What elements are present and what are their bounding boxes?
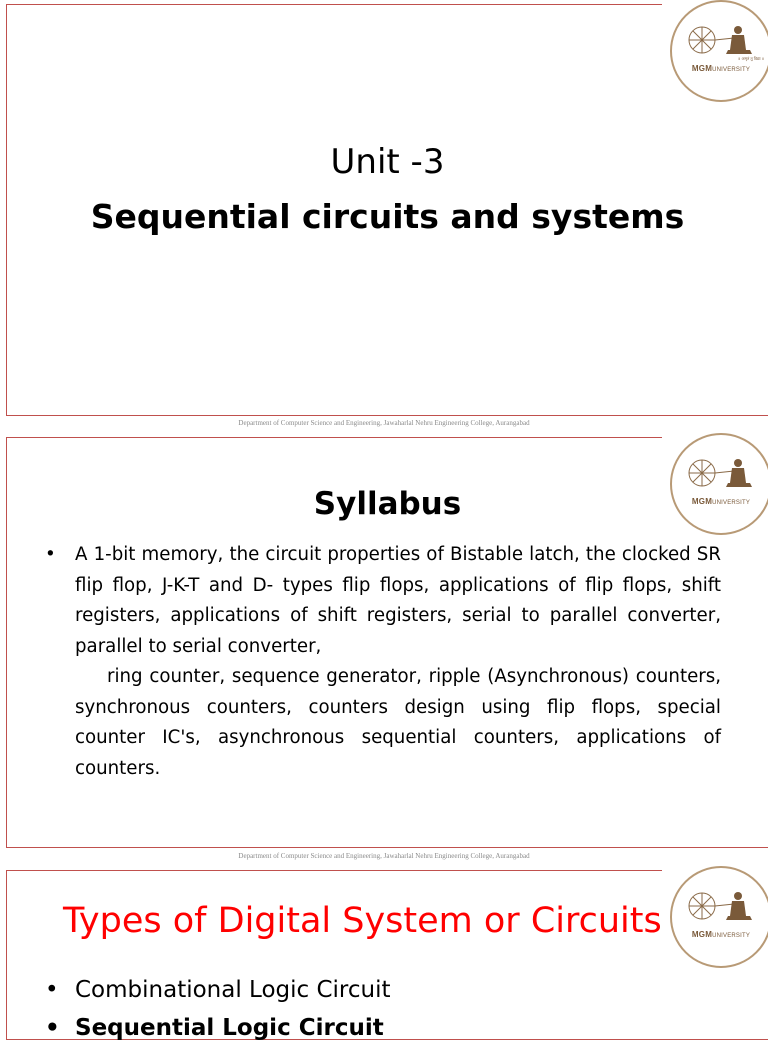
bullet-point: •: [45, 977, 59, 1003]
slide-title: [6, 4, 768, 416]
slide-types: [6, 870, 768, 1040]
syllabus-title: Syllabus: [313, 486, 462, 522]
types-list: [45, 971, 391, 1047]
syllabus-paragraph-2: ring counter, sequence generator, ripple (Asynchronous) counters, synchronous counters, counters design using flip flops, special counter IC's, asynchronous sequential counters, applications of counters.: [75, 666, 721, 779]
logo-wordmark: MGMUNIVERSITY: [691, 64, 751, 73]
logo-wordmark: MGMUNIVERSITY: [691, 497, 751, 506]
slide-footer: Department of Computer Science and Engineering, Jawaharlal Nehru Engineering College, Aurangabad: [238, 419, 530, 427]
svg-text:॥ अमृतं तु विद्या ॥: ॥ अमृतं तु विद्या ॥: [738, 56, 765, 61]
syllabus-content: [45, 540, 721, 784]
spinning-wheel-icon: [672, 868, 768, 966]
bullet-point: •: [45, 544, 56, 565]
mgm-university-logo: [670, 866, 768, 968]
slide-syllabus: [6, 437, 768, 848]
unit-subtitle: Sequential circuits and systems: [90, 197, 685, 236]
syllabus-paragraph-1: A 1-bit memory, the circuit properties of Bistable latch, the clocked SR flip flop, J-K-T and D- types flip flops, applications of flip flops, shift registers, applications of shift registers, serial to parallel converter, parallel to serial converter,: [75, 544, 721, 657]
list-item: • Combinational Logic Circuit: [45, 971, 391, 1009]
slide-footer: Department of Computer Science and Engineering, Jawaharlal Nehru Engineering College, Aurangabad: [238, 852, 530, 860]
mgm-university-logo: [670, 0, 768, 102]
list-item: • Sequential Logic Circuit: [45, 1009, 391, 1047]
types-title: Types of Digital System or Circuits: [63, 901, 662, 941]
bullet-point: •: [45, 1015, 60, 1041]
logo-wordmark: MGMUNIVERSITY: [691, 930, 751, 939]
spinning-wheel-icon: [672, 2, 768, 100]
unit-title: Unit -3: [330, 142, 445, 182]
